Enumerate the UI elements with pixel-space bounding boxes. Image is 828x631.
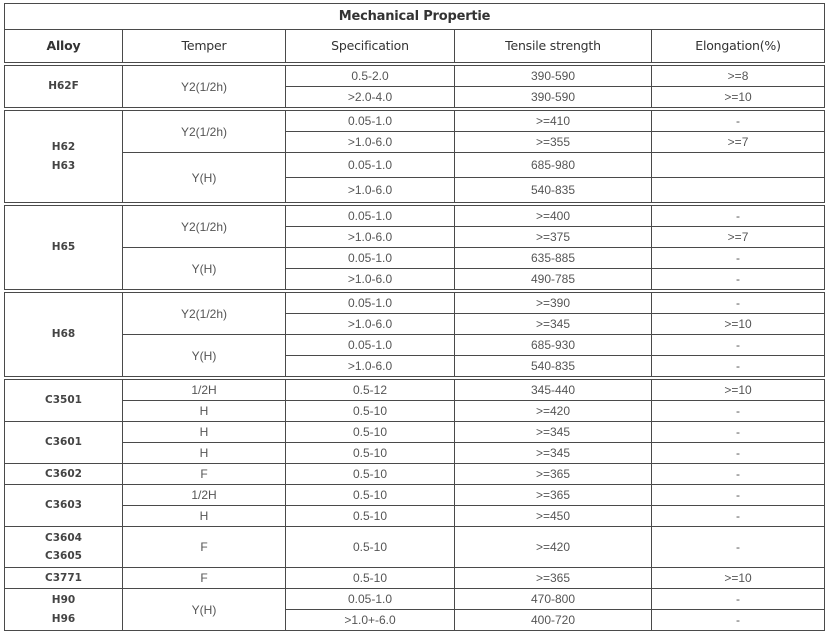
temper-cell: Y2(1/2h) (123, 66, 286, 108)
alloy-name: C3605 (45, 550, 82, 562)
elongation-cell: - (652, 269, 825, 290)
spec-cell: >1.0-6.0 (286, 269, 455, 290)
tensile-cell: 400-720 (455, 610, 652, 631)
tensile-cell: >=375 (455, 227, 652, 248)
spec-cell: 0.5-10 (286, 485, 455, 506)
elongation-cell: - (652, 335, 825, 356)
elongation-cell (652, 153, 825, 178)
temper-cell: Y2(1/2h) (123, 293, 286, 335)
tensile-cell: >=400 (455, 206, 652, 227)
tensile-cell: >=345 (455, 314, 652, 335)
tensile-cell: 635-885 (455, 248, 652, 269)
temper-cell: Y(H) (123, 335, 286, 377)
spec-cell: >1.0-6.0 (286, 356, 455, 377)
spec-cell: 0.05-1.0 (286, 153, 455, 178)
elongation-cell: - (652, 506, 825, 527)
tensile-cell: 390-590 (455, 87, 652, 108)
tensile-cell: 685-930 (455, 335, 652, 356)
temper-cell: Y(H) (123, 248, 286, 290)
elongation-cell: >=7 (652, 132, 825, 153)
tensile-cell: 685-980 (455, 153, 652, 178)
spec-cell: 0.05-1.0 (286, 293, 455, 314)
alloy-cell (5, 568, 123, 589)
elongation-cell: >=10 (652, 87, 825, 108)
alloy-cell (5, 206, 123, 290)
temper-cell: 1/2H (123, 380, 286, 401)
alloy-cell (5, 464, 123, 485)
tensile-cell: 345-440 (455, 380, 652, 401)
tensile-cell: >=420 (455, 401, 652, 422)
temper-cell: H (123, 422, 286, 443)
elongation-cell: - (652, 293, 825, 314)
elongation-cell: - (652, 356, 825, 377)
spec-cell: >1.0-6.0 (286, 314, 455, 335)
temper-cell: 1/2H (123, 485, 286, 506)
tensile-cell: >=365 (455, 568, 652, 589)
elongation-cell: - (652, 610, 825, 631)
tensile-cell: >=450 (455, 506, 652, 527)
header-elongation: Elongation(%) (652, 30, 825, 63)
tensile-cell: >=355 (455, 132, 652, 153)
spec-cell: >1.0-6.0 (286, 227, 455, 248)
alloy-name: C3604 (45, 531, 82, 544)
spec-cell: >1.0+-6.0 (286, 610, 455, 631)
spec-cell: 0.05-1.0 (286, 206, 455, 227)
alloy-cell (5, 527, 123, 568)
header-specification: Specification (286, 30, 455, 63)
spec-cell: 0.5-10 (286, 401, 455, 422)
tensile-cell: >=345 (455, 443, 652, 464)
spec-cell: 0.5-10 (286, 527, 455, 568)
tensile-cell: >=365 (455, 485, 652, 506)
tensile-cell: 390-590 (455, 66, 652, 87)
elongation-cell: >=10 (652, 314, 825, 335)
temper-cell: Y(H) (123, 153, 286, 203)
alloy-cell (5, 485, 123, 527)
mechanical-properties-table (4, 3, 825, 631)
alloy-name: C3771 (45, 571, 82, 584)
elongation-cell: - (652, 422, 825, 443)
temper-cell: Y2(1/2h) (123, 206, 286, 248)
header-alloy: Alloy (5, 30, 123, 63)
elongation-cell: >=7 (652, 227, 825, 248)
tensile-cell: >=410 (455, 111, 652, 132)
alloy-name: H68 (51, 328, 76, 341)
tensile-cell: >=345 (455, 422, 652, 443)
elongation-cell: - (652, 206, 825, 227)
alloy-cell (5, 111, 123, 203)
temper-cell: F (123, 568, 286, 589)
alloy-name: C3601 (45, 436, 82, 449)
tensile-cell: >=365 (455, 464, 652, 485)
spec-cell: 0.5-10 (286, 443, 455, 464)
spec-cell: 0.5-10 (286, 568, 455, 589)
tensile-cell: >=420 (455, 527, 652, 568)
alloy-name: H62F (48, 80, 79, 93)
spec-cell: 0.5-10 (286, 506, 455, 527)
elongation-cell: - (652, 248, 825, 269)
alloy-cell (5, 380, 123, 422)
spec-cell: 0.05-1.0 (286, 335, 455, 356)
temper-cell: H (123, 506, 286, 527)
alloy-name: H90 (51, 594, 76, 607)
elongation-cell: - (652, 443, 825, 464)
tensile-cell: 490-785 (455, 269, 652, 290)
elongation-cell: - (652, 527, 825, 568)
elongation-cell: >=10 (652, 380, 825, 401)
tensile-cell: 540-835 (455, 356, 652, 377)
elongation-cell: - (652, 401, 825, 422)
alloy-name: H63 (51, 159, 76, 172)
elongation-cell: - (652, 485, 825, 506)
elongation-cell: >=10 (652, 568, 825, 589)
tensile-cell: 470-800 (455, 589, 652, 610)
elongation-cell (652, 178, 825, 203)
spec-cell: 0.05-1.0 (286, 248, 455, 269)
temper-cell: F (123, 527, 286, 568)
elongation-cell: >=8 (652, 66, 825, 87)
alloy-name: H62 (51, 141, 76, 154)
header-temper: Temper (123, 30, 286, 63)
spec-cell: >2.0-4.0 (286, 87, 455, 108)
temper-cell: Y2(1/2h) (123, 111, 286, 153)
elongation-cell: - (652, 589, 825, 610)
elongation-cell: - (652, 464, 825, 485)
spec-cell: 0.5-10 (286, 464, 455, 485)
spec-cell: >1.0-6.0 (286, 178, 455, 203)
alloy-cell (5, 293, 123, 377)
spec-cell: 0.5-10 (286, 422, 455, 443)
temper-cell: Y(H) (123, 589, 286, 631)
spec-cell: 0.05-1.0 (286, 589, 455, 610)
table-title: Mechanical Propertie (5, 4, 825, 30)
temper-cell: H (123, 401, 286, 422)
temper-cell: H (123, 443, 286, 464)
spec-cell: 0.5-12 (286, 380, 455, 401)
alloy-name: C3602 (45, 467, 82, 480)
alloy-cell (5, 422, 123, 464)
alloy-name: C3603 (45, 499, 82, 512)
elongation-cell: - (652, 111, 825, 132)
spec-cell: 0.05-1.0 (286, 111, 455, 132)
spec-cell: >1.0-6.0 (286, 132, 455, 153)
tensile-cell: >=390 (455, 293, 652, 314)
header-tensile-strength: Tensile strength (455, 30, 652, 63)
alloy-name: H96 (51, 612, 76, 625)
spec-cell: 0.5-2.0 (286, 66, 455, 87)
alloy-cell (5, 589, 123, 631)
alloy-name: H65 (51, 241, 76, 254)
alloy-cell (5, 66, 123, 108)
temper-cell: F (123, 464, 286, 485)
alloy-name: C3501 (45, 394, 82, 407)
tensile-cell: 540-835 (455, 178, 652, 203)
